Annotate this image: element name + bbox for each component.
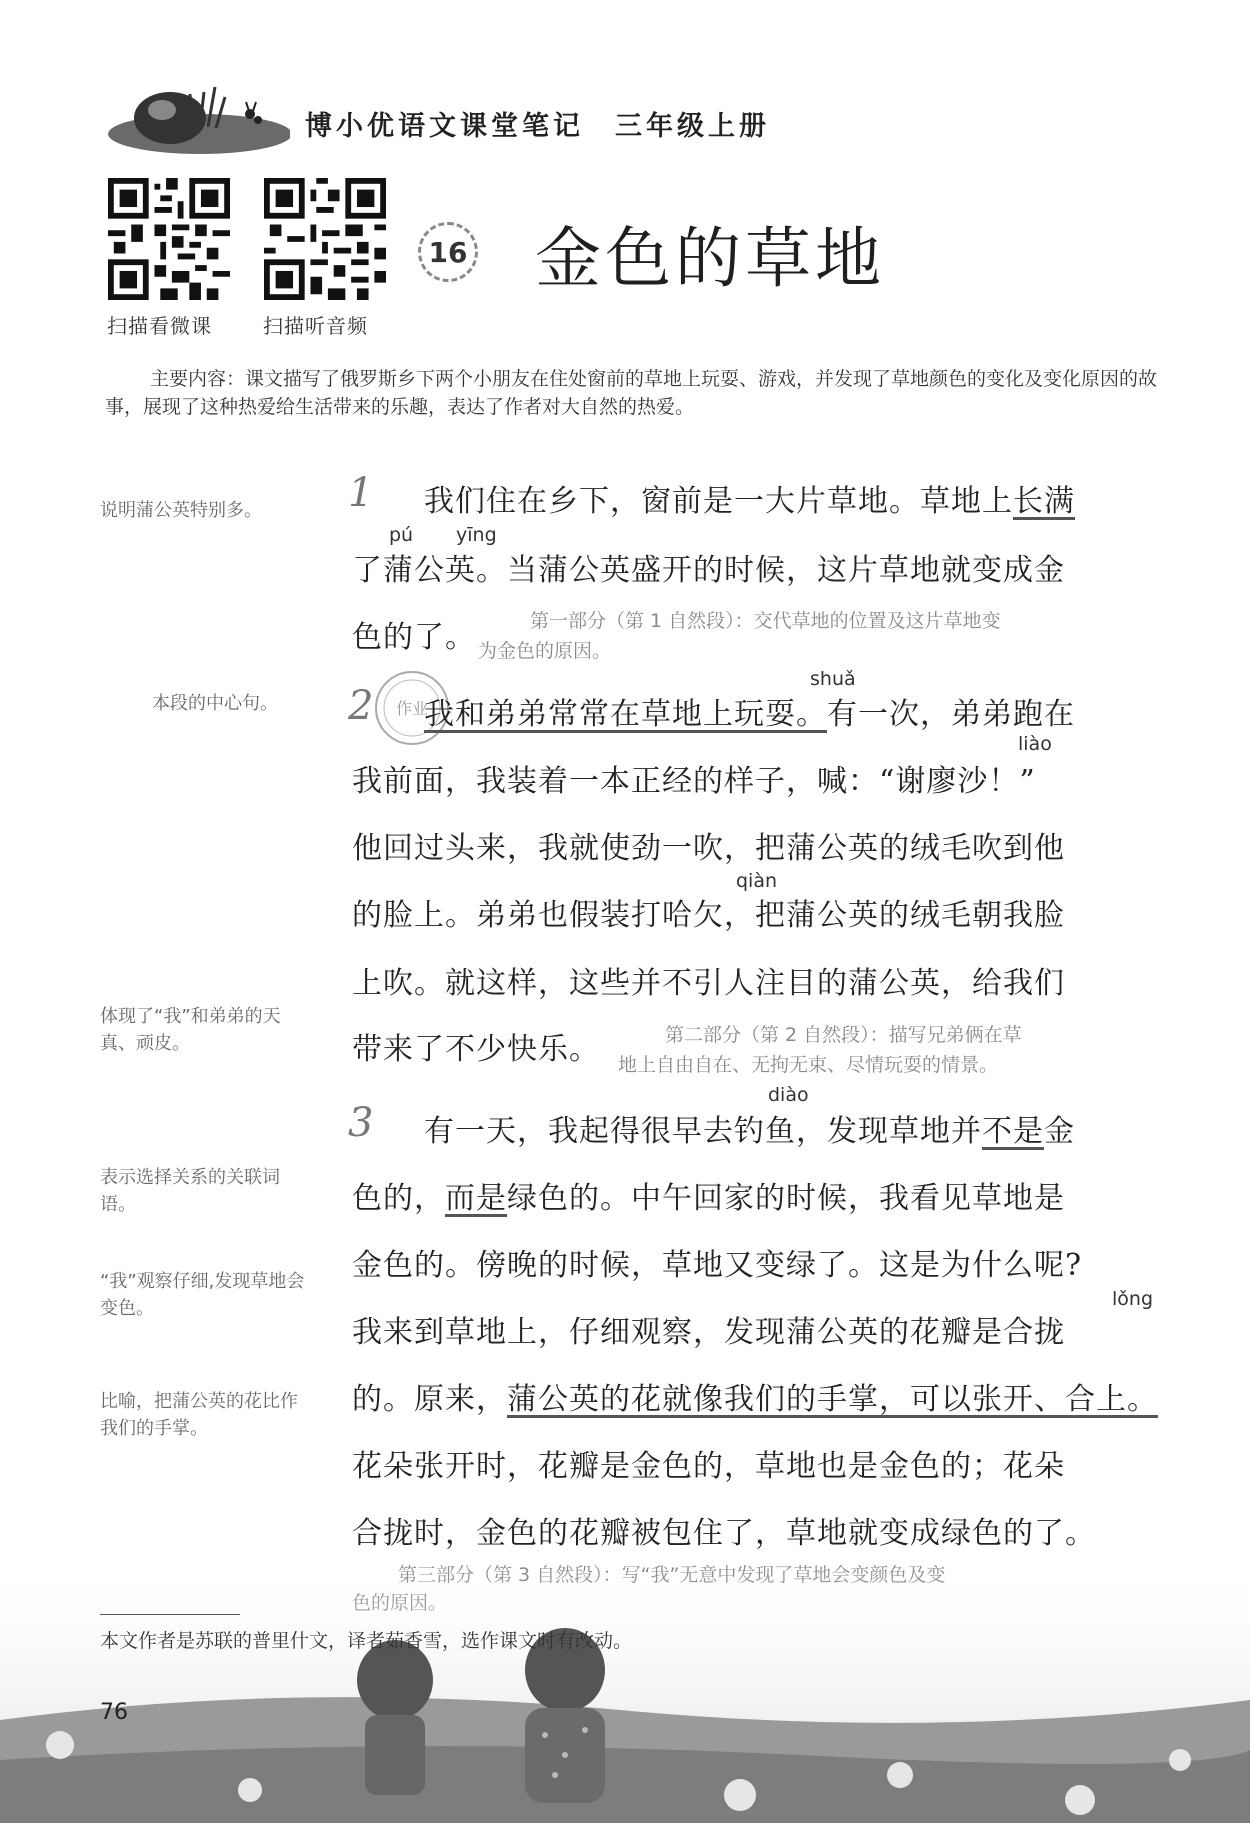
text-line: 色的了。 — [352, 620, 476, 655]
lesson-number-badge: 16 — [418, 222, 478, 282]
paragraph-number: 2 — [348, 683, 374, 729]
text-line: 花朵张开时，花瓣是金色的，草地也是金色的；花朵 — [352, 1449, 1065, 1484]
section-summary: 第一部分（第 1 自然段）：交代草地的位置及这片草地变 — [530, 610, 1001, 632]
margin-note: 比喻，把蒲公英的花比作我们的手掌。 — [100, 1391, 298, 1439]
text-line: 带来了不少快乐。 — [352, 1032, 600, 1067]
series-title: 博小优语文课堂笔记 三年级上册 — [305, 111, 770, 142]
page-number: 76 — [100, 1700, 128, 1725]
section-summary: 地上自由自在、无拘无束、尽情玩耍的情景。 — [618, 1054, 999, 1076]
pinyin-annotation: pú — [389, 524, 414, 546]
text-line: 金色的。傍晚的时候，草地又变绿了。这是为什么呢? — [352, 1248, 1083, 1283]
svg-text:作业: 作业 — [395, 699, 429, 718]
qr-label-audio: 扫描听音频 — [263, 314, 368, 338]
text-line: 我们住在乡下，窗前是一大片草地。草地上长满 — [424, 484, 1075, 519]
text-line: 了蒲公英。当蒲公英盛开的时候，这片草地就变成金 — [352, 553, 1065, 588]
header-illustration — [100, 72, 290, 162]
section-summary: 为金色的原因。 — [478, 640, 612, 662]
text-line: 色的，而是绿色的。中午回家的时候，我看见草地是 — [352, 1181, 1065, 1216]
text-line: 有一天，我起得很早去钓鱼，发现草地并不是金 — [424, 1114, 1075, 1149]
pinyin-annotation: yīng — [456, 524, 497, 546]
lesson-title: 金色的草地 — [535, 220, 885, 297]
margin-note: 体现了“我”和弟弟的天真、顽皮。 — [100, 1006, 281, 1054]
pinyin-annotation: lǒng — [1112, 1288, 1154, 1310]
bottom-illustration — [0, 1560, 1250, 1823]
footnote: 本文作者是苏联的普里什文，译者茹香雪，选作课文时有改动。 — [100, 1630, 633, 1652]
text-line: 的。原来，蒲公英的花就像我们的手掌，可以张开、合上。 — [352, 1382, 1158, 1417]
qr-code-audio[interactable] — [264, 178, 386, 300]
margin-note: 表示选择关系的关联词语。 — [100, 1167, 280, 1215]
margin-note: 本段的中心句。 — [152, 693, 278, 714]
paragraph-number: 1 — [348, 470, 374, 516]
section-summary: 第二部分（第 2 自然段）：描写兄弟俩在草 — [665, 1024, 1022, 1046]
text-line: 上吹。就这样，这些并不引人注目的蒲公英，给我们 — [352, 966, 1065, 1001]
qr-code-video[interactable] — [108, 178, 230, 300]
lesson-summary: 主要内容：课文描写了俄罗斯乡下两个小朋友在住处窗前的草地上玩耍、游戏，并发现了草地颜色的变化及变化原因的故事，展现了这种热爱给生活带来的乐趣，表达了作者对大自然的热爱。 — [105, 368, 1158, 418]
pinyin-annotation: diào — [768, 1084, 809, 1106]
text-line: 我前面，我装着一本正经的样子，喊：“谢廖沙！” — [352, 764, 1036, 799]
margin-note: 说明蒲公英特别多。 — [100, 500, 262, 521]
text-line: 的脸上。弟弟也假装打哈欠，把蒲公英的绒毛朝我脸 — [352, 898, 1065, 933]
margin-note: “我”观察仔细,发现草地会变色。 — [100, 1271, 305, 1319]
text-line: 我来到草地上，仔细观察，发现蒲公英的花瓣是合拢 — [352, 1315, 1065, 1350]
text-line: 我和弟弟常常在草地上玩耍。有一次，弟弟跑在 — [424, 697, 1075, 732]
pinyin-annotation: shuǎ — [810, 668, 856, 690]
text-line: 合拢时，金色的花瓣被包住了，草地就变成绿色的了。 — [352, 1516, 1096, 1551]
qr-label-video: 扫描看微课 — [107, 314, 212, 338]
pinyin-annotation: liào — [1018, 733, 1052, 755]
paragraph-number: 3 — [348, 1100, 374, 1146]
text-line: 他回过头来，我就使劲一吹，把蒲公英的绒毛吹到他 — [352, 831, 1065, 866]
pinyin-annotation: qiàn — [736, 870, 778, 892]
footnote-divider — [100, 1614, 240, 1615]
